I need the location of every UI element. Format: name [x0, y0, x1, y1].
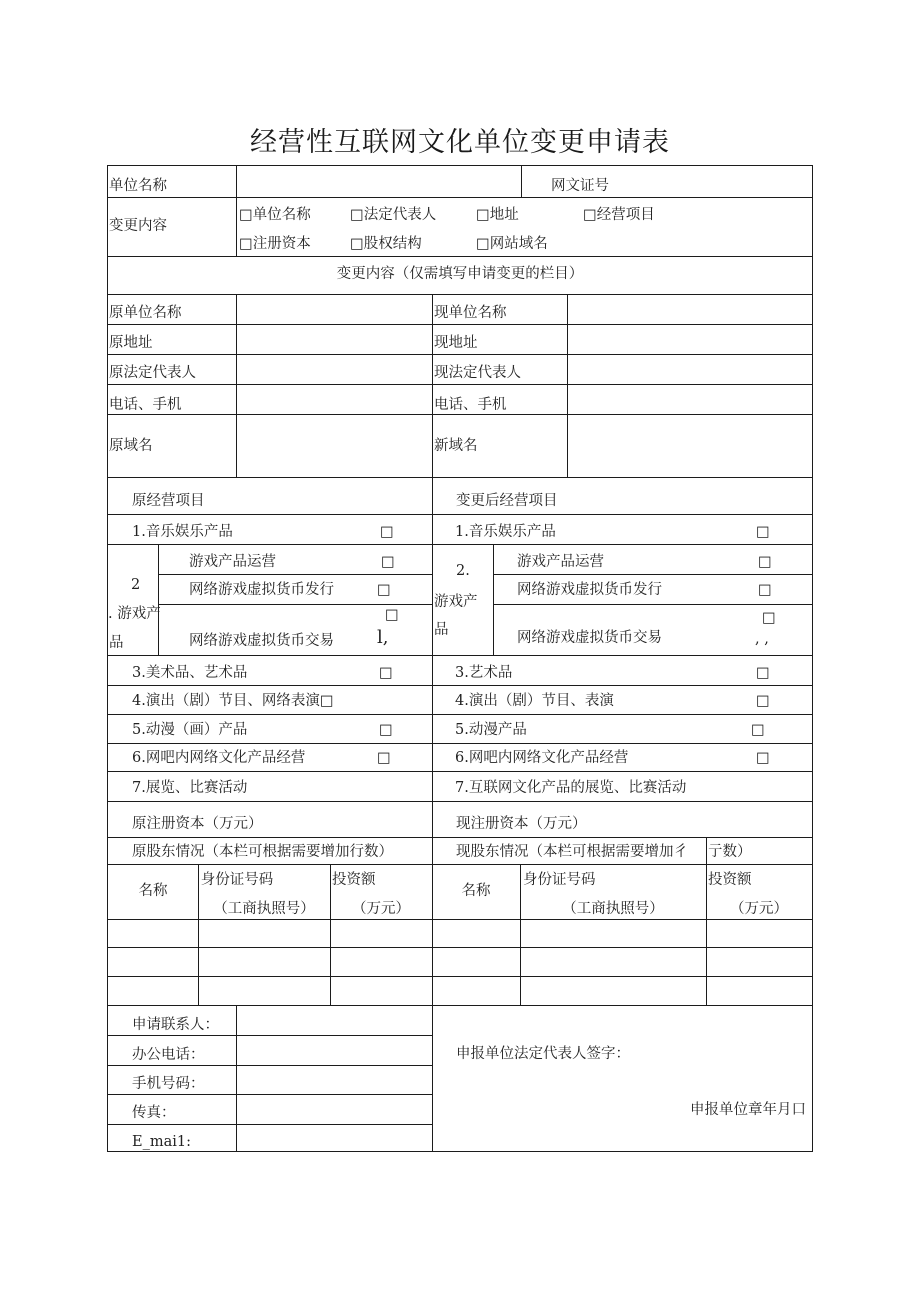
option-business-items-checkbox[interactable]: □经营项目	[583, 207, 655, 223]
new-perform-checkbox[interactable]: □	[756, 693, 770, 709]
orig-item-perform: 4.演出（剧）节目、网络表演□	[132, 693, 334, 709]
new-game-trade-mark: , ,	[755, 631, 769, 647]
orig-game-issue-checkbox[interactable]: □	[377, 582, 391, 598]
new-shareholders-header-tail: 亍数）	[708, 844, 752, 860]
orig-address-label: 原地址	[109, 335, 153, 351]
change-content-label: 变更内容	[109, 218, 167, 234]
new-game-trade: 网络游戏虚拟货币交易	[517, 630, 662, 646]
new-art-checkbox[interactable]: □	[756, 665, 770, 681]
new-game-label-2: 品	[434, 622, 449, 638]
unit-name-label: 单位名称	[109, 178, 167, 194]
new-anime-checkbox[interactable]: □	[751, 722, 765, 738]
orig-col-investment: 投资额	[332, 872, 376, 888]
orig-game-trade-checkbox[interactable]: □	[385, 607, 399, 623]
new-item-cafe: 6.网吧内网络文化产品经营	[455, 750, 629, 766]
orig-art-checkbox[interactable]: □	[379, 665, 393, 681]
option-address-checkbox[interactable]: □地址	[476, 207, 519, 223]
option-legal-rep-checkbox[interactable]: □法定代表人	[350, 207, 437, 223]
new-item-music: 1.音乐娱乐产品	[455, 524, 556, 540]
orig-col-id: 身份证号码	[200, 872, 274, 888]
new-col-investment: 投资额	[708, 872, 752, 888]
section-note: 变更内容（仅需填写申请变更的栏目）	[336, 266, 584, 282]
page-title: 经营性互联网文化单位变更申请表	[250, 127, 670, 158]
stamp-date-label: 申报单位章年月口	[690, 1102, 806, 1118]
new-col-id-sub: （工商执照号）	[562, 901, 664, 917]
orig-domain-label: 原域名	[109, 438, 153, 454]
mobile-label: 手机号码：	[132, 1076, 205, 1092]
orig-game-label-2: 品	[109, 635, 124, 651]
license-number-label: 网文证号	[551, 178, 609, 194]
new-game-ops: 游戏产品运营	[517, 554, 604, 570]
orig-cafe-checkbox[interactable]: □	[377, 750, 391, 766]
orig-col-investment-unit: （万元）	[352, 901, 410, 917]
new-domain-label: 新域名	[434, 438, 478, 454]
new-shareholders-header: 现股东情况（本栏可根据需要增加彳	[456, 844, 688, 860]
new-col-name: 名称	[461, 883, 491, 899]
new-game-ops-checkbox[interactable]: □	[758, 554, 772, 570]
applicant-label: 申请联系人：	[132, 1017, 219, 1033]
office-phone-label: 办公电话：	[132, 1047, 205, 1063]
orig-business-header: 原经营项目	[132, 493, 205, 509]
new-game-issue: 网络游戏虚拟货币发行	[517, 582, 662, 598]
orig-unit-name-label: 原单位名称	[109, 305, 182, 321]
new-game-label: 游戏产	[434, 594, 478, 610]
new-col-id: 身份证号码	[523, 872, 596, 888]
new-business-header: 变更后经营项目	[456, 493, 558, 509]
orig-game-ops: 游戏产品运营	[189, 554, 276, 570]
new-address-label: 现地址	[434, 335, 478, 351]
email-label: E_mai1:	[132, 1134, 191, 1150]
new-item-exhibit: 7.互联网文化产品的展览、比赛活动	[455, 780, 687, 796]
orig-item-anime: 5.动漫（画）产品	[132, 722, 248, 738]
fax-label: 传真：	[132, 1105, 176, 1121]
orig-item-exhibit: 7.展览、比赛活动	[132, 780, 248, 796]
orig-game-ops-checkbox[interactable]: □	[381, 554, 395, 570]
new-cafe-checkbox[interactable]: □	[756, 750, 770, 766]
option-unit-name-checkbox[interactable]: □单位名称	[239, 207, 311, 223]
new-game-issue-checkbox[interactable]: □	[758, 582, 772, 598]
orig-shareholders-header: 原股东情况（本栏可根据需要增加行数）	[132, 844, 393, 860]
orig-item-cafe: 6.网吧内网络文化产品经营	[132, 750, 306, 766]
orig-game-number: 2	[131, 577, 141, 593]
orig-game-trade: 网络游戏虚拟货币交易	[189, 633, 334, 649]
orig-anime-checkbox[interactable]: □	[379, 722, 393, 738]
option-equity-structure-checkbox[interactable]: □股权结构	[350, 236, 422, 252]
orig-music-checkbox[interactable]: □	[380, 524, 394, 540]
orig-phone-label: 电话、手机	[109, 397, 182, 413]
new-capital-label: 现注册资本（万元）	[456, 816, 587, 832]
new-col-investment-unit: （万元）	[730, 901, 788, 917]
new-music-checkbox[interactable]: □	[756, 524, 770, 540]
new-item-art: 3.艺术品	[455, 665, 513, 681]
orig-game-issue: 网络游戏虚拟货币发行	[189, 582, 334, 598]
legal-rep-signature-label: 申报单位法定代表人签字：	[456, 1046, 630, 1062]
orig-legal-rep-label: 原法定代表人	[109, 365, 196, 381]
new-item-perform: 4.演出（剧）节目、表演	[455, 693, 614, 709]
orig-col-id-sub: （工商执照号）	[213, 901, 315, 917]
orig-game-label: . 游戏产	[108, 606, 161, 622]
new-unit-name-label: 现单位名称	[434, 305, 507, 321]
new-legal-rep-label: 现法定代表人	[434, 365, 521, 381]
orig-capital-label: 原注册资本（万元）	[132, 816, 263, 832]
orig-game-trade-mark: l,	[377, 627, 389, 648]
new-game-number: 2.	[456, 563, 470, 579]
orig-item-music: 1.音乐娱乐产品	[132, 524, 233, 540]
orig-item-art: 3.美术品、艺术品	[132, 665, 248, 681]
option-website-domain-checkbox[interactable]: □网站域名	[476, 236, 548, 252]
orig-col-name: 名称	[138, 883, 168, 899]
new-item-anime: 5.动漫产品	[455, 722, 527, 738]
new-game-trade-checkbox[interactable]: □	[762, 610, 776, 626]
new-phone-label: 电话、手机	[434, 397, 507, 413]
option-registered-capital-checkbox[interactable]: □注册资本	[239, 236, 311, 252]
